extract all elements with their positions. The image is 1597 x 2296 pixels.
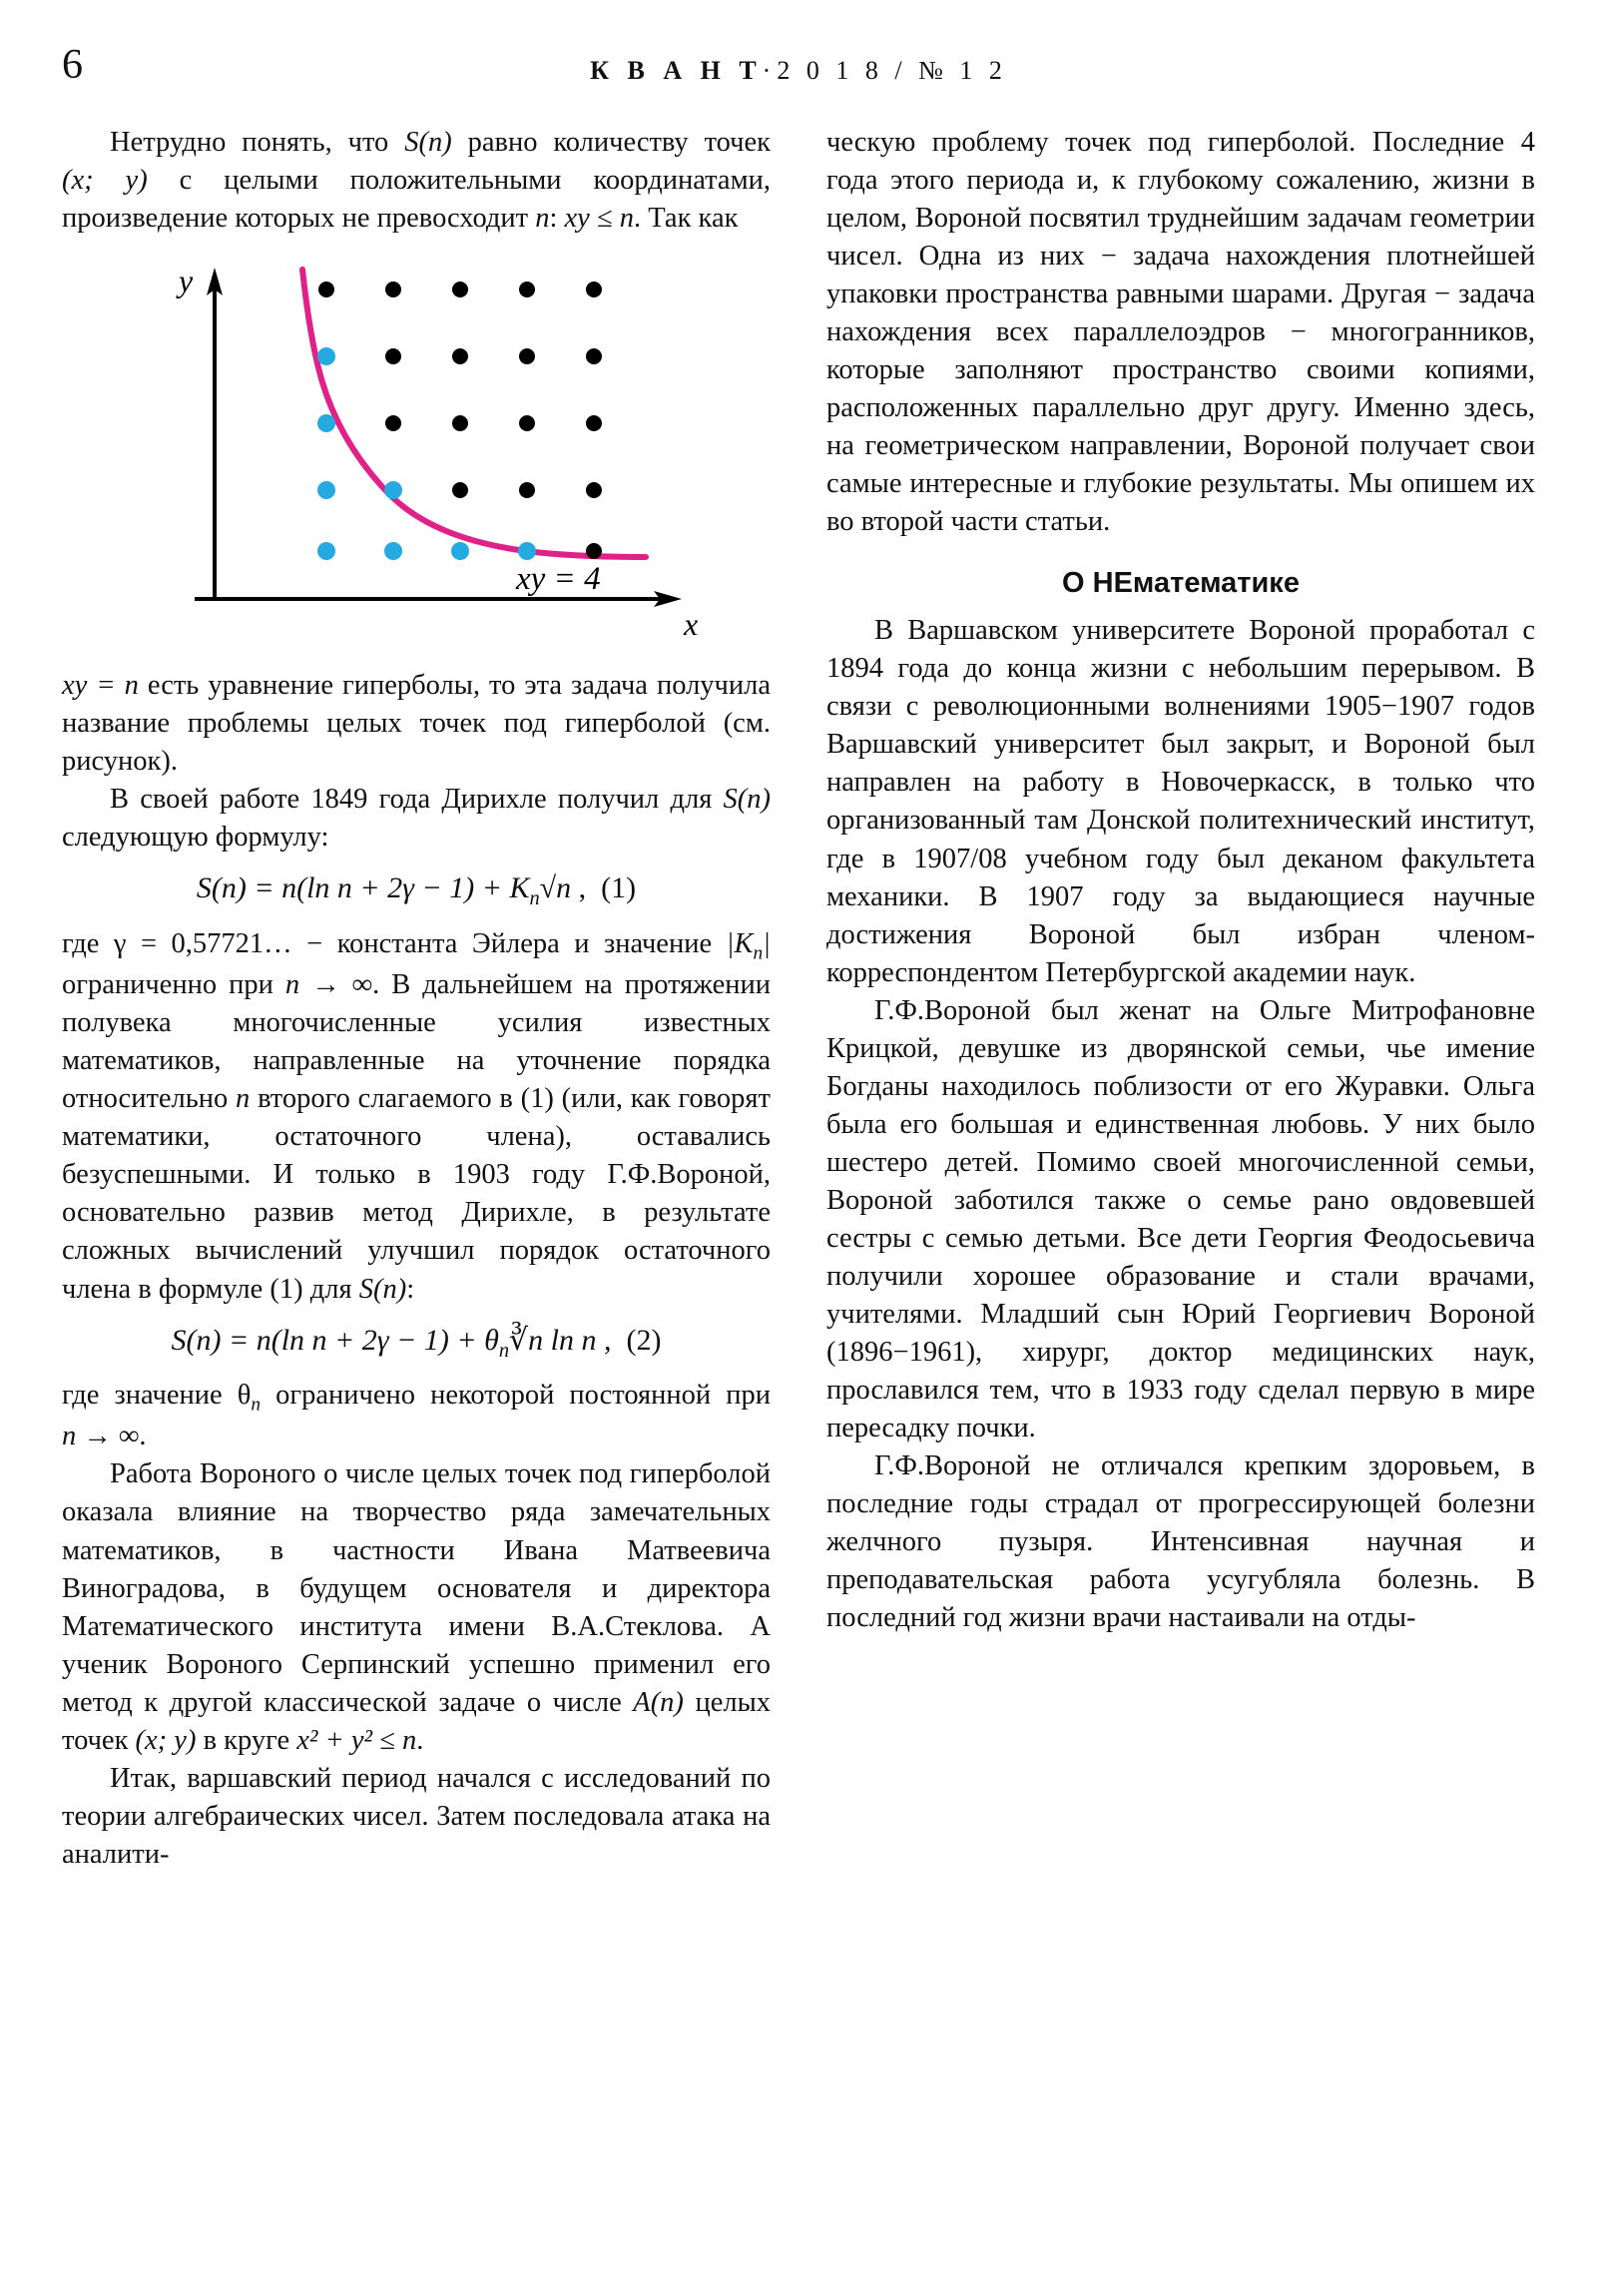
lattice-point bbox=[519, 415, 535, 431]
lattice-point-highlighted bbox=[518, 542, 536, 560]
formula-1-radical: √n bbox=[539, 871, 572, 905]
y-axis-label: y bbox=[179, 263, 194, 299]
lattice-point bbox=[586, 415, 602, 431]
paragraph-geometry-of-numbers: ческую проблему точек под гиперболой. Последние 4 года этого периода и, к глубокому сожалению, жизни в целом, Вороной посвятил труднейшим задачам геометрии чисел. Одна из них − задача нахождения плотнейшей упаковки пространства равными шарами. Другая − задача нахождения всех параллелоэдров − многогранников, которые заполняют пространство своими копиями, расположенных параллельно друг другу. Именно здесь, на геометрическом направлении, Вороной получает свои самые интересные и глубокие результаты. Мы опишем их во второй части статьи. bbox=[826, 127, 1535, 538]
page-header bbox=[62, 38, 1535, 108]
text-run: . Так как bbox=[633, 203, 739, 235]
formula-inline-xy-eq-n: xy = n bbox=[62, 670, 139, 702]
lattice-point bbox=[385, 415, 401, 431]
lattice-point bbox=[452, 348, 468, 364]
text-run: . В дальнейшем на протяжении полувека многочисленные усилия известных математиков, направленные на уточнение порядка относительно bbox=[62, 969, 771, 1115]
paragraph-euler-constant bbox=[62, 925, 771, 1309]
section-heading-non-mathematics: О НЕматематике bbox=[1062, 566, 1300, 599]
lattice-point bbox=[452, 282, 468, 297]
text-run: где значение θ bbox=[62, 1379, 252, 1411]
text-run: Нетрудно понять, что bbox=[110, 127, 405, 158]
right-column bbox=[826, 124, 1535, 1874]
formula-inline-n-to-inf-2: n → ∞ bbox=[62, 1421, 140, 1452]
running-head bbox=[62, 56, 1535, 86]
formula-ref-1a: (1) bbox=[520, 1083, 554, 1115]
figure-hyperbola bbox=[62, 252, 771, 651]
text-run: (или, как говорят математики, остаточного члена), оставались безуспешными. И только в 1903 году Г.Ф.Вороной, основательно развив метод Дирихле, в результате сложных вычислений улучшил порядок остаточного члена в формуле bbox=[62, 1083, 771, 1305]
text-run: ограниченно при bbox=[62, 969, 285, 1001]
lattice-point-highlighted bbox=[317, 481, 335, 499]
lattice-point bbox=[519, 482, 535, 498]
lattice-point bbox=[586, 482, 602, 498]
text-run: . bbox=[139, 1421, 147, 1452]
two-column-body bbox=[62, 124, 1535, 1874]
paragraph-intro bbox=[62, 124, 771, 238]
formula-1-tail: , bbox=[571, 871, 587, 905]
text-run: с целыми положительными координатами, произведение которых не превосходит bbox=[62, 165, 771, 235]
formula-inline-an: A(n) bbox=[633, 1686, 684, 1718]
page-number: 6 bbox=[62, 42, 83, 88]
text-run: есть уравнение гиперболы, то эта задача получила название проблемы целых точек под гиперболой (см. рисунок). bbox=[62, 670, 772, 778]
lattice-point bbox=[519, 282, 535, 297]
lattice-point-highlighted bbox=[317, 347, 335, 365]
formula-inline-circle: x² + y² ≤ n bbox=[296, 1724, 417, 1756]
paragraph-theta-bound bbox=[62, 1377, 771, 1456]
text-run: : bbox=[549, 203, 565, 235]
formula-2-tag: (2) bbox=[626, 1323, 662, 1357]
lattice-point bbox=[318, 282, 334, 297]
display-formula-2 bbox=[62, 1321, 771, 1365]
paragraph-influence bbox=[62, 1455, 771, 1759]
text-run: следующую формулу: bbox=[62, 822, 329, 854]
paragraph-warsaw-period: Итак, варшавский период начался с исследований по теории алгебраических чисел. Затем последовала атака на аналити- bbox=[62, 1762, 771, 1870]
formula-inline-sn-3: S(n) bbox=[358, 1273, 407, 1305]
text-run: В своей работе 1849 года Дирихле получил для bbox=[110, 784, 724, 816]
lattice-point-highlighted bbox=[317, 542, 335, 560]
text-run: где γ = 0,57721… − константа Эйлера и значение bbox=[62, 927, 727, 959]
formula-inline-n-to-inf: n → ∞ bbox=[284, 969, 373, 1001]
formula-inline-n: n bbox=[535, 203, 550, 235]
display-formula-1 bbox=[62, 868, 771, 912]
paragraph-dirichlet bbox=[62, 781, 771, 857]
formula-inline-abs-kn-close: | bbox=[763, 927, 771, 959]
formula-1-subscript: n bbox=[529, 887, 540, 910]
text-run: для bbox=[302, 1273, 359, 1305]
hyperbola-curve bbox=[302, 270, 646, 557]
text-run: Работа Вороного о числе целых точек под гиперболой оказала влияние на творчество ряда замечательных математиков, в частности Ивана Матвеевича Виноградова, в будущем основателя и директора Математического института имени В.А.Стеклова. А ученик Вороного Серпинский успешно применил его метод к другой классической задаче о числе bbox=[62, 1458, 771, 1718]
curve-equation-label: xy = 4 bbox=[516, 561, 601, 598]
journal-title: К В А Н Т bbox=[590, 56, 763, 85]
lattice-point bbox=[385, 348, 401, 364]
formula-inline-kn-sub: n bbox=[753, 942, 764, 964]
lattice-point bbox=[452, 482, 468, 498]
lattice-point bbox=[385, 282, 401, 297]
lattice-point-highlighted bbox=[451, 542, 469, 560]
formula-inline-sn-2: S(n) bbox=[723, 784, 771, 816]
formula-2-body: S(n) = n(ln n + 2γ − 1) + θ bbox=[171, 1323, 499, 1357]
paragraph-warsaw-university: В Варшавском университете Вороной проработал с 1894 года до конца жизни с небольшим перерывом. В связи с революционными волнениями 1905−1907 годов Варшавский университет был закрыт, и Вороной был направлен на работу в Новочеркасск, в только что организованный там Донской политехнический институт, где в 1907/08 учебном году был деканом факультета механики. В 1907 году за выдающиеся научные достижения Вороной был избран членом-корреспондентом Петербургской академии наук. bbox=[826, 615, 1535, 988]
lattice-point bbox=[586, 282, 602, 297]
formula-inline-xy-pair: (x; y) bbox=[62, 165, 148, 197]
lattice-point bbox=[586, 543, 602, 559]
formula-1-tag: (1) bbox=[601, 871, 637, 905]
lattice-point-highlighted bbox=[384, 542, 402, 560]
text-run: ограничено некоторой постоянной при bbox=[261, 1379, 771, 1411]
formula-inline-xy-le-n: xy ≤ n bbox=[564, 203, 634, 235]
lattice-point-highlighted bbox=[317, 414, 335, 432]
paragraph-health: Г.Ф.Вороной не отличался крепким здоровьем, в последние годы страдал от прогрессирующей болезни желчного пузыря. Интенсивная научная и преподавательская работа усугубляла болезнь. В последний год жизни врачи настаивали на отды- bbox=[826, 1450, 1535, 1634]
x-axis-label: x bbox=[684, 606, 699, 643]
lattice-point-highlighted bbox=[384, 481, 402, 499]
formula-2-radical: ∛n bbox=[509, 1323, 544, 1357]
paragraph-hyperbola-definition bbox=[62, 667, 771, 781]
text-run: целых точек bbox=[62, 1686, 771, 1756]
formula-2-subscript: n bbox=[498, 1339, 510, 1362]
issue-label: 2 0 1 8 / № 1 2 bbox=[777, 56, 1007, 85]
paragraph-family: Г.Ф.Вороной был женат на Ольге Митрофановне Крицкой, девушке из дворянской семьи, чье имение Богданы находилось поблизости от его Журавки. Ольга была его большая и единственная любовь. У них было шестеро детей. Помимо своей многочисленной семьи, Вороной заботился также о семье рано овдовевшей сестры с семью детьми. Все дети Георгия Феодосьевича получили хорошее образование и стали врачами, учителями. Младший сын Юрий Георгиевич Вороной (1896−1961), хирург, доктор медицинских наук, прославился тем, что в 1933 году сделал первую в мире пересадку почки. bbox=[826, 994, 1535, 1444]
lattice-point bbox=[586, 348, 602, 364]
text-run: второго слагаемого в bbox=[250, 1083, 521, 1115]
formula-2-tail: ln n , bbox=[543, 1323, 612, 1357]
formula-ref-1b: (1) bbox=[269, 1273, 303, 1305]
text-run: : bbox=[406, 1273, 415, 1305]
formula-inline-sn: S(n) bbox=[404, 127, 452, 158]
formula-inline-n-2: n bbox=[236, 1083, 251, 1115]
theta-subscript: n bbox=[251, 1394, 262, 1416]
formula-1-body: S(n) = n(ln n + 2γ − 1) + K bbox=[196, 871, 530, 905]
runhead-separator: · bbox=[762, 56, 778, 85]
lattice-point bbox=[452, 415, 468, 431]
text-run: в круге bbox=[196, 1724, 297, 1756]
hyperbola-lattice-svg bbox=[107, 252, 726, 651]
lattice-point bbox=[519, 348, 535, 364]
left-column bbox=[62, 124, 771, 1874]
text-run: . bbox=[416, 1724, 424, 1756]
formula-inline-abs-kn-open: |K bbox=[726, 927, 754, 959]
text-run: равно количеству точек bbox=[451, 127, 772, 158]
formula-inline-xy-pair-2: (x; y) bbox=[135, 1724, 197, 1756]
